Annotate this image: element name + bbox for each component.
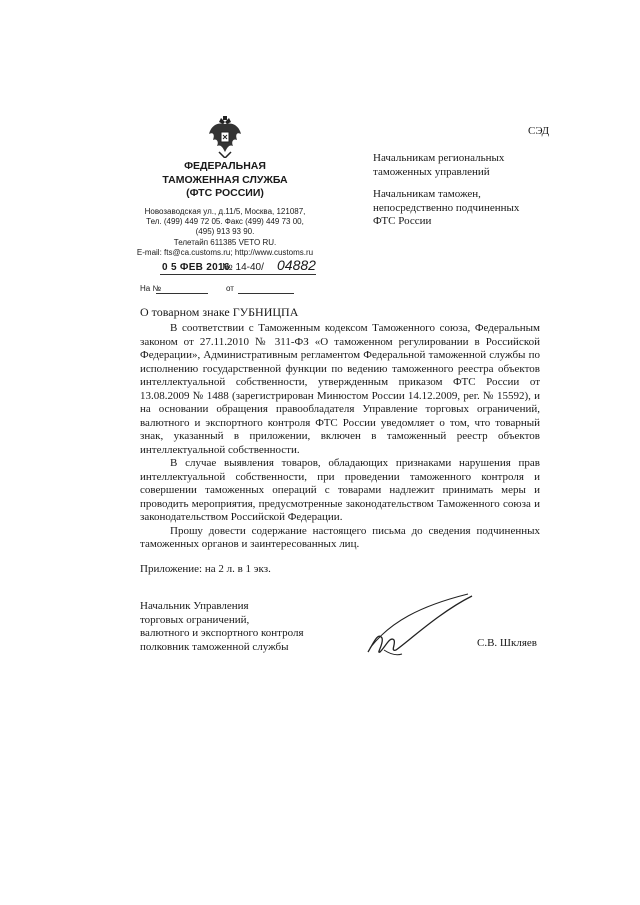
subject-line: О товарном знаке ГУБНИЦПА <box>140 305 299 319</box>
contact-line: E-mail: fts@ca.customs.ru; http://www.customs.ru <box>136 247 314 257</box>
addressee-line: Начальникам таможен, <box>373 188 481 200</box>
coat-of-arms-icon <box>207 116 243 158</box>
contact-line: Тел. (499) 449 72 05. Факс (499) 449 73 00, <box>146 217 304 227</box>
registration-line <box>132 257 322 276</box>
registration-underline <box>160 274 316 275</box>
contact-block <box>120 207 330 258</box>
contact-line: Новозаводская ул., д.11/5, Москва, 121087, <box>144 207 306 216</box>
org-line: ТАМОЖЕННАЯ СЛУЖБА <box>162 173 288 186</box>
registration-date: 0 5 ФЕВ 2016 <box>162 262 230 273</box>
addressee-block <box>373 152 553 179</box>
ref-no-blank <box>156 293 208 294</box>
addressee-line: ФТС России <box>373 215 432 227</box>
sed-mark: СЭД <box>528 125 550 137</box>
letter-body <box>140 322 540 552</box>
ref-from-blank <box>238 293 294 294</box>
addressee-line: таможенных управлений <box>373 165 490 178</box>
ref-no-label: На № <box>140 284 162 293</box>
registration-number-handwritten: 04882 <box>277 257 316 273</box>
addressee-line: непосредственно подчиненных <box>373 201 520 214</box>
registration-number-prefix: № 14-40/ <box>222 262 264 273</box>
addressee-line: Начальникам региональных <box>373 152 505 164</box>
org-line: (ФТС РОССИИ) <box>186 187 264 199</box>
handwritten-signature <box>360 592 480 662</box>
organization-name <box>140 160 310 201</box>
signatory-title-line: полковник таможенной службы <box>140 640 289 653</box>
contact-line: Телетайп 611385 VETO RU. <box>173 237 277 247</box>
contact-line: (495) 913 93 90. <box>195 227 255 237</box>
attachment-note: Приложение: на 2 л. в 1 экз. <box>140 563 271 575</box>
signatory-title-line: валютного и экспортного контроля <box>140 627 304 639</box>
body-paragraph: Прошу довести содержание настоящего письма до сведения подчиненных таможенных органов и заинтересованных лиц. <box>140 524 540 550</box>
org-line: ФЕДЕРАЛЬНАЯ <box>184 160 266 172</box>
signatory-name: С.В. Шкляев <box>477 637 537 649</box>
addressee-block <box>373 188 553 229</box>
signatory-title-line: торговых ограничений, <box>140 613 250 626</box>
body-paragraph: В соответствии с Таможенным кодексом Таможенного союза, Федеральным законом от 27.11.2010 № 311-ФЗ «О таможенном регулировании в Российской Федерации», Административным регламентом Федеральной таможенной службы по исполнению государственной функции по ведению таможенного реестра объектов интеллектуальной собственности, утвержденным приказом ФТС России от 13.08.2009 № 1488 (зарегистрирован Минюстом России 14.12.2009, рег. № 15592), и на основании обращения правообладателя Управление торговых ограничений, валютного и экспортного контроля ФТС России уведомляет о том, что товарный знак, указанный в приложении, включен в таможенный реестр объектов интеллектуальной собственности. <box>140 322 540 456</box>
reference-line <box>140 284 290 296</box>
ref-from-label: от <box>226 284 234 293</box>
body-paragraph: В случае выявления товаров, обладающих признаками нарушения прав интеллектуальной собственности, при проведении таможенного контроля и совершении таможенных операций с товарами надлежит принимать меры и проводить мероприятия, предусмотренные законодательством Таможенного союза и законодательством Российской Федерации. <box>140 457 540 523</box>
signatory-title-line: Начальник Управления <box>140 600 249 612</box>
signatory-title <box>140 600 340 654</box>
